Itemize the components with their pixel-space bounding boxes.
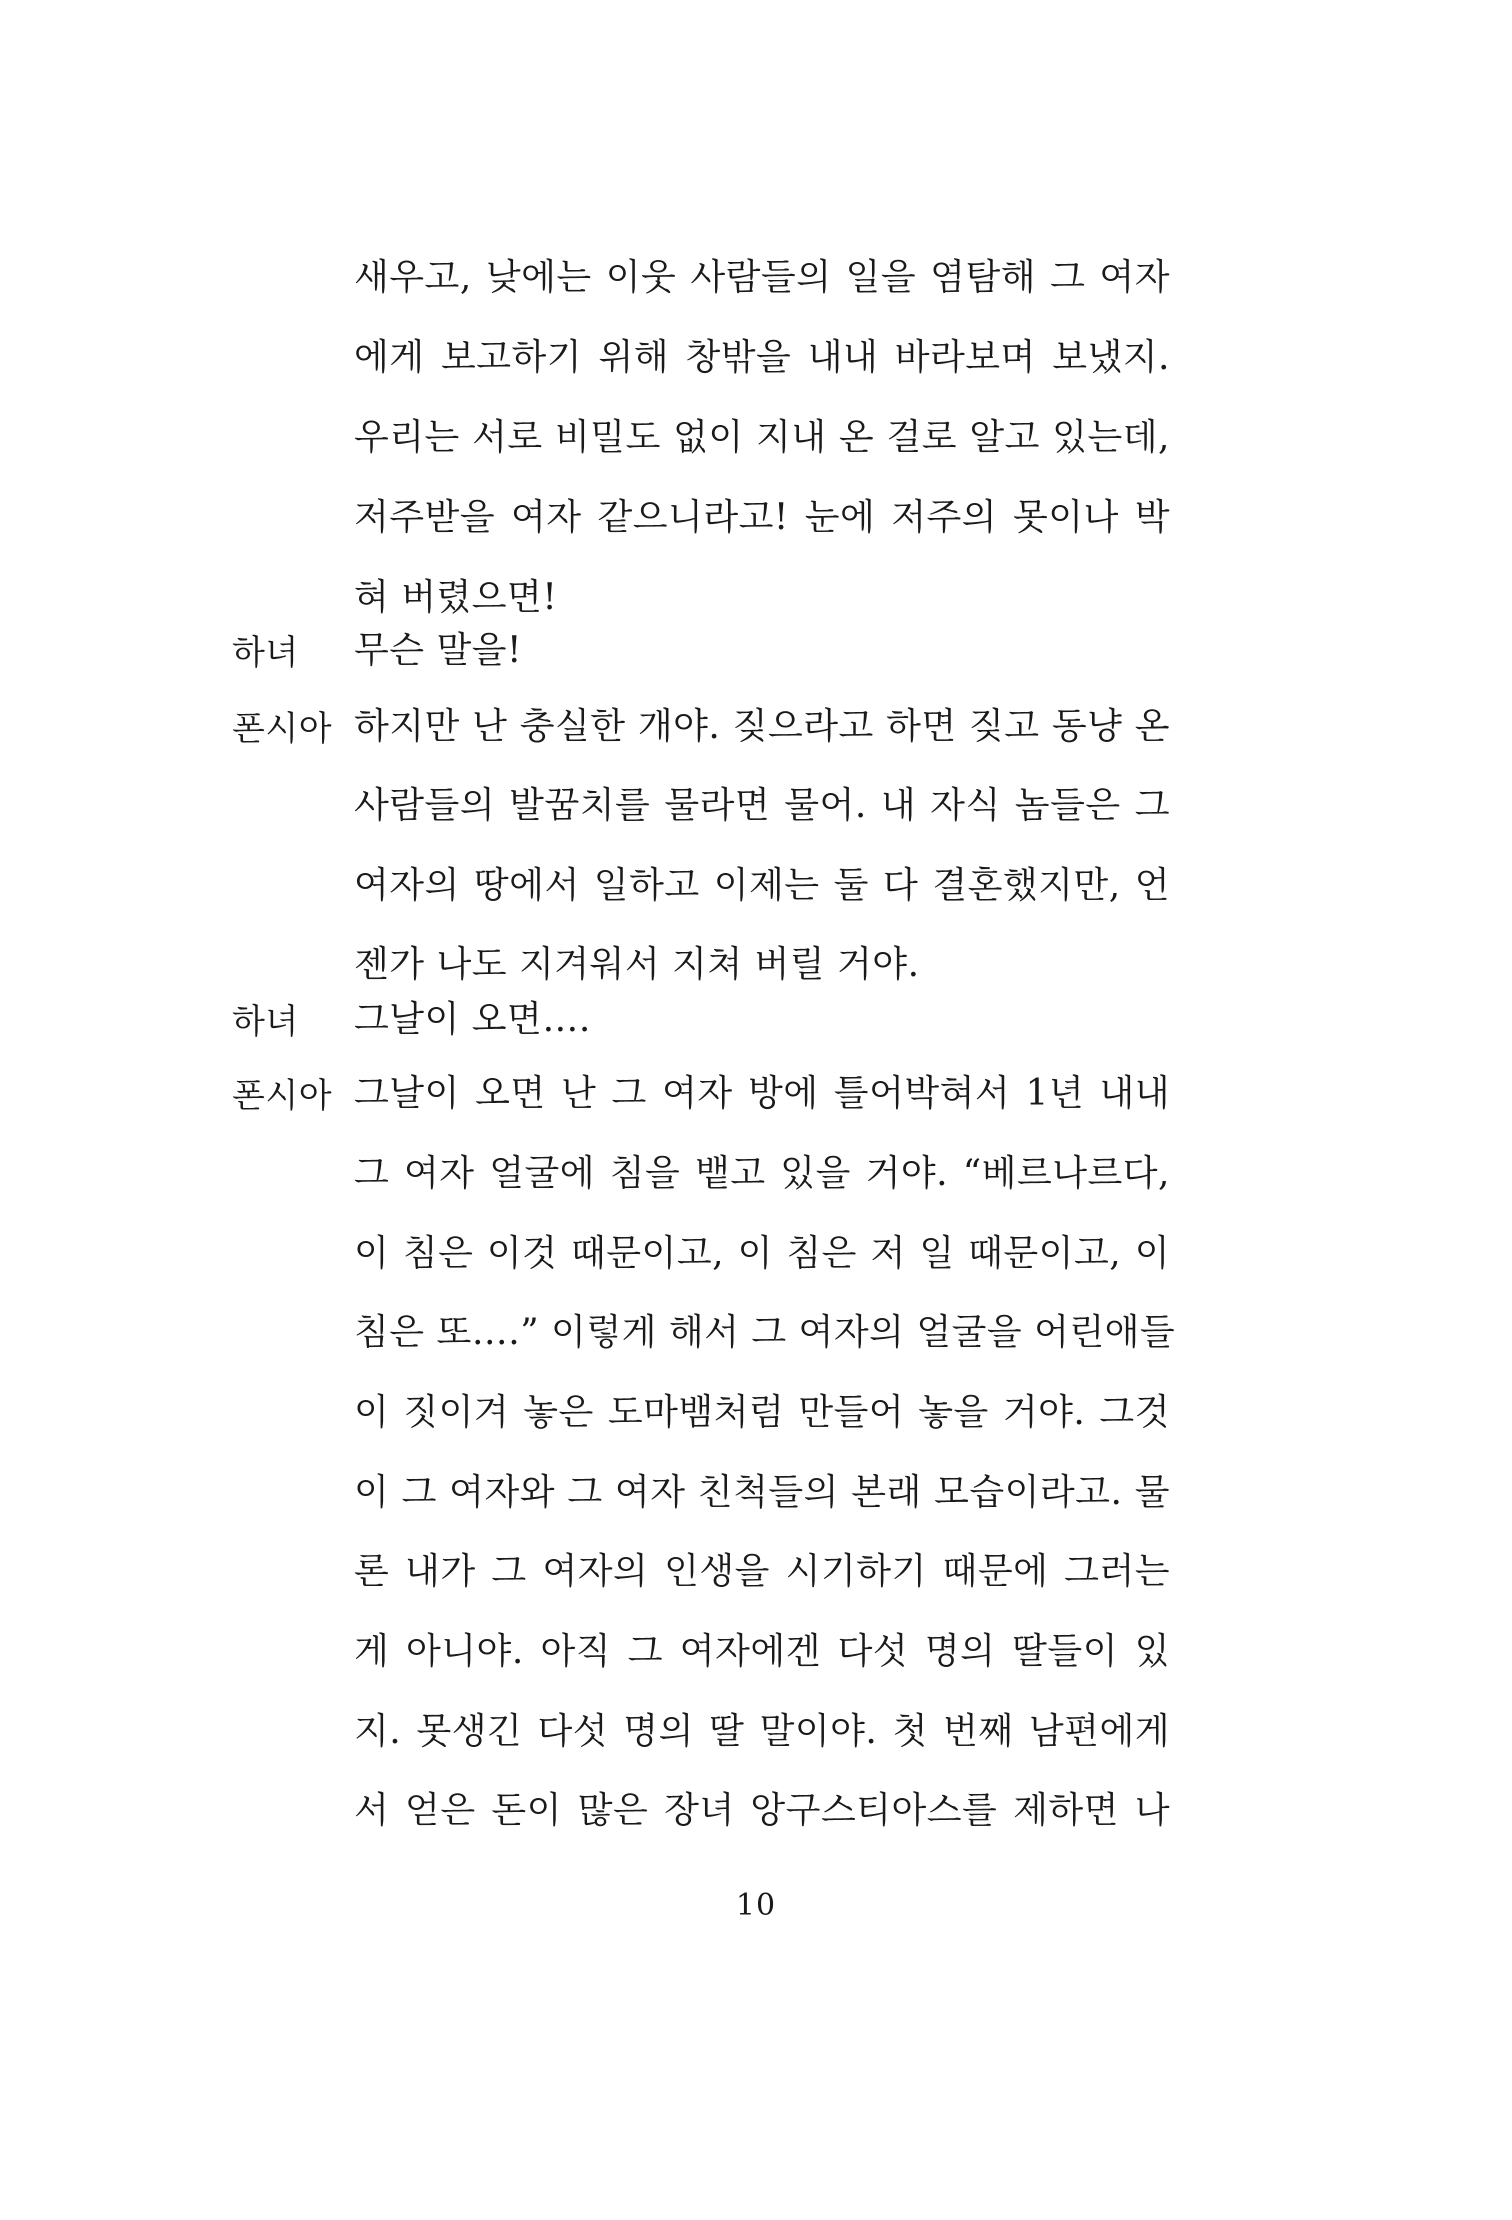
text-line-5: 혀 버렸으면! <box>354 577 558 618</box>
page-number: 10 <box>735 1888 777 1923</box>
text-line-14: 이 침은 이것 때문이고, 이 침은 저 일 때문이고, 이 <box>354 1233 1170 1274</box>
text-line-12: 그날이 오면 난 그 여자 방에 틀어박혀서 1년 내내 <box>354 1073 1170 1114</box>
text-line-17: 이 그 여자와 그 여자 친척들의 본래 모습이라고. 물 <box>354 1472 1170 1513</box>
text-line-10: 젠가 나도 지겨워서 지쳐 버릴 거야. <box>354 944 920 985</box>
speaker-poncia: 폰시아 <box>232 1076 333 1116</box>
text-line-6: 무슨 말을! <box>354 630 523 671</box>
text-line-7: 하지만 난 충실한 개야. 짖으라고 하면 짖고 동냥 온 <box>354 706 1170 747</box>
text-line-4: 저주받을 여자 같으니라고! 눈에 저주의 못이나 박 <box>354 497 1170 538</box>
text-line-2: 에게 보고하기 위해 창밖을 내내 바라보며 보냈지. <box>354 337 1170 378</box>
text-line-18: 론 내가 그 여자의 인생을 시기하기 때문에 그러는 <box>354 1551 1170 1592</box>
speaker-maid: 하녀 <box>232 633 299 673</box>
speaker-poncia: 폰시아 <box>232 709 333 749</box>
text-line-9: 여자의 땅에서 일하고 이제는 둘 다 결혼했지만, 언 <box>354 865 1170 906</box>
text-line-1: 새우고, 낮에는 이웃 사람들의 일을 염탐해 그 여자 <box>354 257 1170 298</box>
text-line-20: 지. 못생긴 다섯 명의 딸 말이야. 첫 번째 남편에게 <box>354 1711 1170 1752</box>
text-line-11: 그날이 오면…. <box>354 999 591 1040</box>
text-line-19: 게 아니야. 아직 그 여자에겐 다섯 명의 딸들이 있 <box>354 1631 1170 1672</box>
text-line-15: 침은 또….” 이렇게 해서 그 여자의 얼굴을 어린애들 <box>354 1312 1176 1353</box>
speaker-maid: 하녀 <box>232 1002 299 1042</box>
text-line-13: 그 여자 얼굴에 침을 뱉고 있을 거야. “베르나르다, <box>354 1153 1170 1194</box>
text-line-21: 서 얻은 돈이 많은 장녀 앙구스티아스를 제하면 나 <box>354 1790 1170 1831</box>
text-line-16: 이 짓이겨 놓은 도마뱀처럼 만들어 놓을 거야. 그것 <box>354 1392 1170 1433</box>
text-line-8: 사람들의 발꿈치를 물라면 물어. 내 자식 놈들은 그 <box>354 785 1170 826</box>
text-line-3: 우리는 서로 비밀도 없이 지내 온 걸로 알고 있는데, <box>354 417 1170 458</box>
